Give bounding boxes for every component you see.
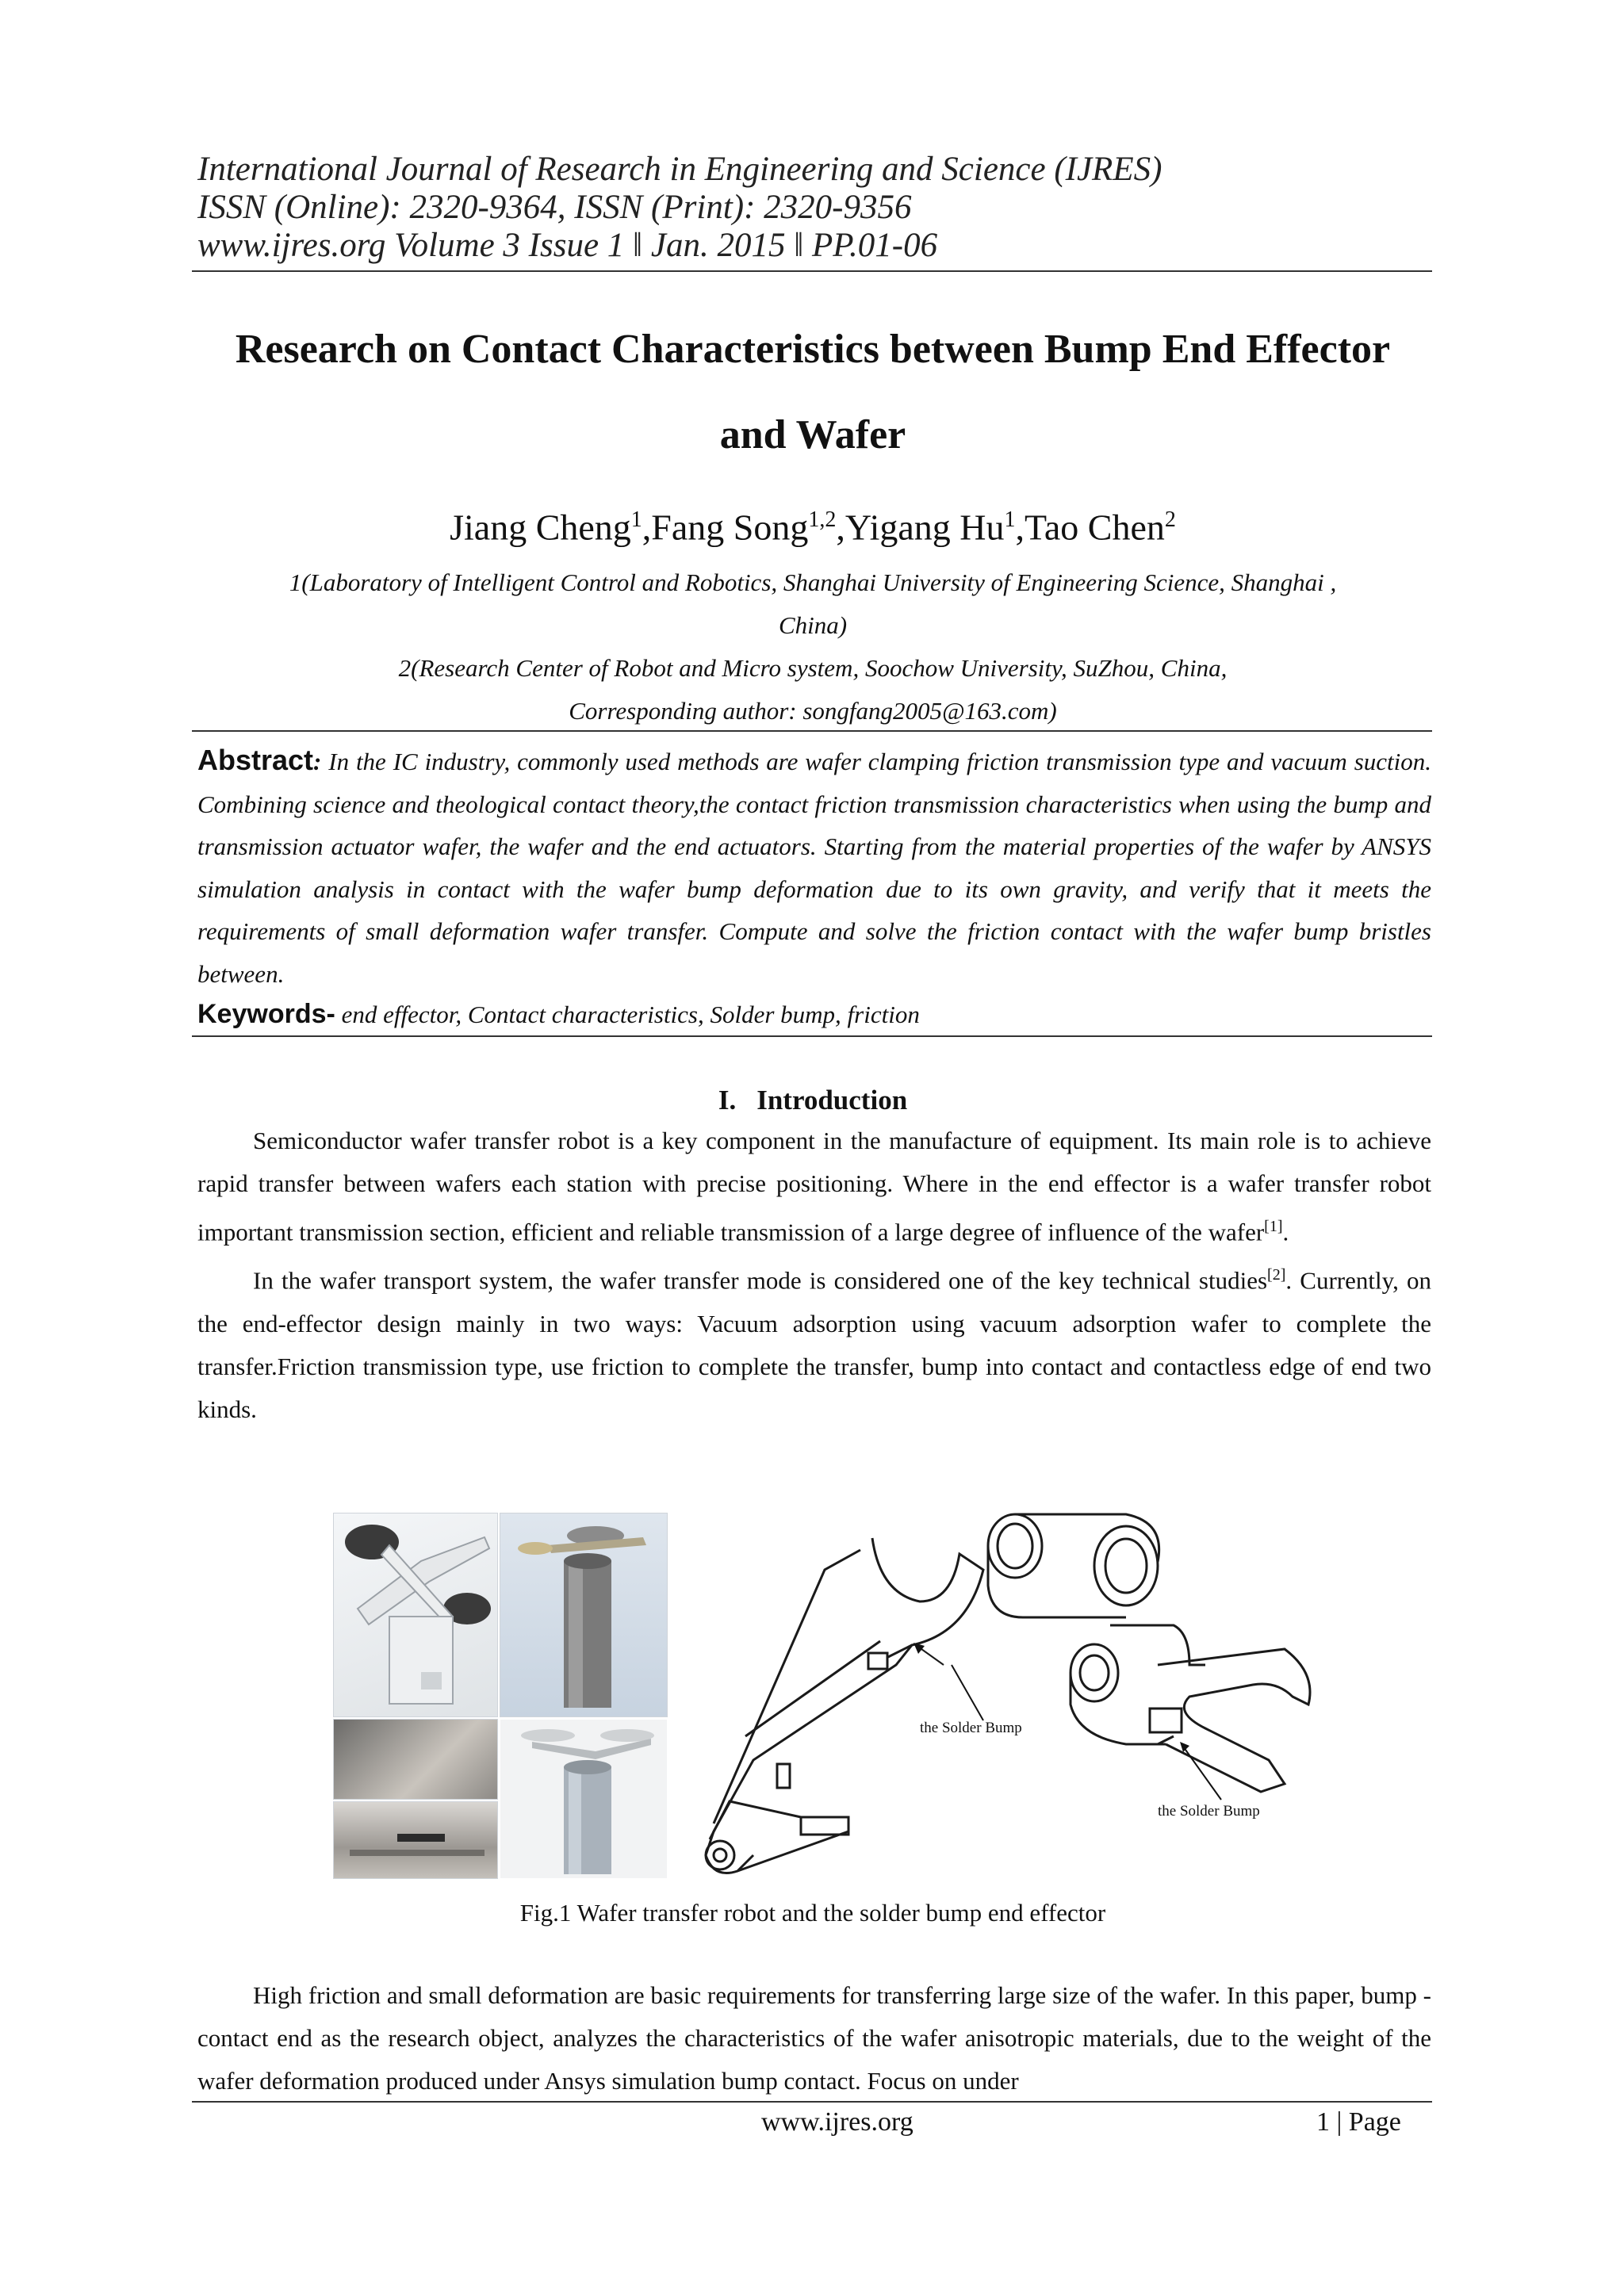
footer-page-number: 1 | Page bbox=[1316, 2107, 1401, 2137]
journal-header bbox=[197, 151, 1434, 265]
header-rule bbox=[192, 270, 1432, 272]
robot-photo-1 bbox=[333, 1513, 498, 1717]
corresponding-author: Corresponding author: songfang2005@163.com) bbox=[569, 697, 1057, 725]
paper-title-line-1: Research on Contact Characteristics between Bump End Effector bbox=[235, 327, 1391, 372]
citation-ref[interactable]: [2] bbox=[1267, 1266, 1286, 1284]
abstract-bottom-rule bbox=[192, 1035, 1432, 1037]
journal-issn: ISSN (Online): 2320-9364, ISSN (Print): 2320-9356 bbox=[197, 189, 912, 226]
section-number: I. bbox=[718, 1085, 737, 1115]
author-affil-sup: 1 bbox=[1004, 507, 1016, 532]
author-name: Tao Chen bbox=[1025, 507, 1165, 548]
robot-photo-2 bbox=[500, 1513, 668, 1717]
bump-end-effector-drawing bbox=[682, 1506, 1316, 1879]
footer-rule bbox=[192, 2101, 1432, 2103]
robot-photo-1-drawing bbox=[334, 1513, 497, 1716]
author-list bbox=[159, 498, 1467, 549]
factory-photo-1 bbox=[333, 1719, 498, 1800]
intro-paragraph-1 bbox=[197, 1119, 1431, 1253]
intro-p1-text: Semiconductor wafer transfer robot is a key component in the manufacture of equipment. Its main role is to achieve rapid transfer between wafers each station with precise positioning. Where in the end effector is a wafer transfer robot important transmission section, efficient and reliable transmission of a large degree of influence of the wafer bbox=[197, 1127, 1431, 1246]
paper-title-line-2: and Wafer bbox=[719, 412, 906, 457]
section-title: Introduction bbox=[756, 1085, 908, 1115]
keywords-label: Keywords- bbox=[197, 999, 335, 1029]
intro-p2-text-a: In the wafer transport system, the wafer transfer mode is considered one of the key technical studies bbox=[253, 1266, 1268, 1295]
affiliation-2-line-1: 2(Research Center of Robot and Micro system, Soochow University, SuZhou, China, bbox=[398, 654, 1228, 682]
intro-p1-end: . bbox=[1282, 1218, 1289, 1246]
body-paragraph-2 bbox=[197, 1974, 1431, 2103]
figure-caption: Fig.1 Wafer transfer robot and the solder bump end effector bbox=[519, 1899, 1106, 1927]
paragraph-2-text: High friction and small deformation are basic requirements for transferring large size of the wafer. In this paper, bump -contact end as the research object, analyzes the characteristics of the wafer anisotropic materials, due to the weight of the wafer deformation produced under Ansys simulation bump contact. Focus on under bbox=[197, 1981, 1431, 2095]
author-name: Jiang Cheng bbox=[450, 507, 631, 548]
solder-bump-label-2: the Solder Bump bbox=[1158, 1803, 1260, 1820]
intro-body bbox=[197, 1119, 1431, 1431]
journal-volume: www.ijres.org Volume 3 Issue 1 ǁ Jan. 2015 ǁ PP.01-06 bbox=[197, 227, 938, 264]
figure-1 bbox=[333, 1506, 1316, 1879]
intro-paragraph-2 bbox=[197, 1253, 1431, 1430]
robot-photo-3-drawing bbox=[500, 1720, 667, 1878]
robot-photo-3 bbox=[500, 1719, 668, 1879]
section-heading bbox=[159, 1083, 1467, 1118]
author-affil-sup: 2 bbox=[1164, 507, 1176, 532]
footer-site[interactable]: www.ijres.org bbox=[761, 2107, 914, 2137]
author-sep: , bbox=[836, 507, 845, 548]
keywords-text: end effector, Contact characteristics, Solder bump, friction bbox=[335, 1001, 920, 1028]
factory-photo-2-drawing bbox=[334, 1802, 497, 1878]
abstract-text: In the IC industry, commonly used methods are wafer clamping friction transmission type and vacuum suction. Combining science and theological contact theory,the contact friction transmission characteristics when using the bump and transmission actuator wafer, the wafer and the end actuators. Starting from the material properties of the wafer by ANSYS simulation analysis in contact with the wafer bump deformation due to its own gravity, and verify that it meets the requirements of small deformation wafer transfer. Compute and solve the friction contact with the wafer bump bristles between. bbox=[197, 748, 1431, 988]
author-sep: , bbox=[1015, 507, 1025, 548]
solder-bump-label-1: the Solder Bump bbox=[920, 1720, 1022, 1736]
abstract-label: Abstract bbox=[197, 744, 314, 776]
affiliation-1-line-2: China) bbox=[778, 611, 848, 639]
author-name: Yigang Hu bbox=[845, 507, 1005, 548]
abstract-top-rule bbox=[192, 730, 1432, 732]
keywords bbox=[197, 995, 1431, 1034]
intro-p2-text-b: . Currently, on the end-effector design mainly in two ways: Vacuum adsorption using vacuum adsorption wafer to complete the transfer.Friction transmission type, use friction to complete the transfer, bump into contact and contactless edge of end two kinds. bbox=[197, 1266, 1431, 1423]
robot-photo-2-drawing bbox=[500, 1513, 667, 1716]
journal-name: International Journal of Research in Engineering and Science (IJRES) bbox=[197, 151, 1162, 188]
citation-ref[interactable]: [1] bbox=[1264, 1218, 1283, 1235]
author-name: Fang Song bbox=[651, 507, 809, 548]
author-affil-sup: 1 bbox=[630, 507, 642, 532]
affiliation-1-line-1: 1(Laboratory of Intelligent Control and Robotics, Shanghai University of Engineering Science, Shanghai , bbox=[289, 568, 1337, 596]
author-sep: , bbox=[642, 507, 652, 548]
abstract bbox=[197, 739, 1431, 995]
factory-photo-2 bbox=[333, 1801, 498, 1879]
author-affil-sup: 1,2 bbox=[808, 507, 837, 532]
abstract-colon: : bbox=[313, 748, 322, 775]
